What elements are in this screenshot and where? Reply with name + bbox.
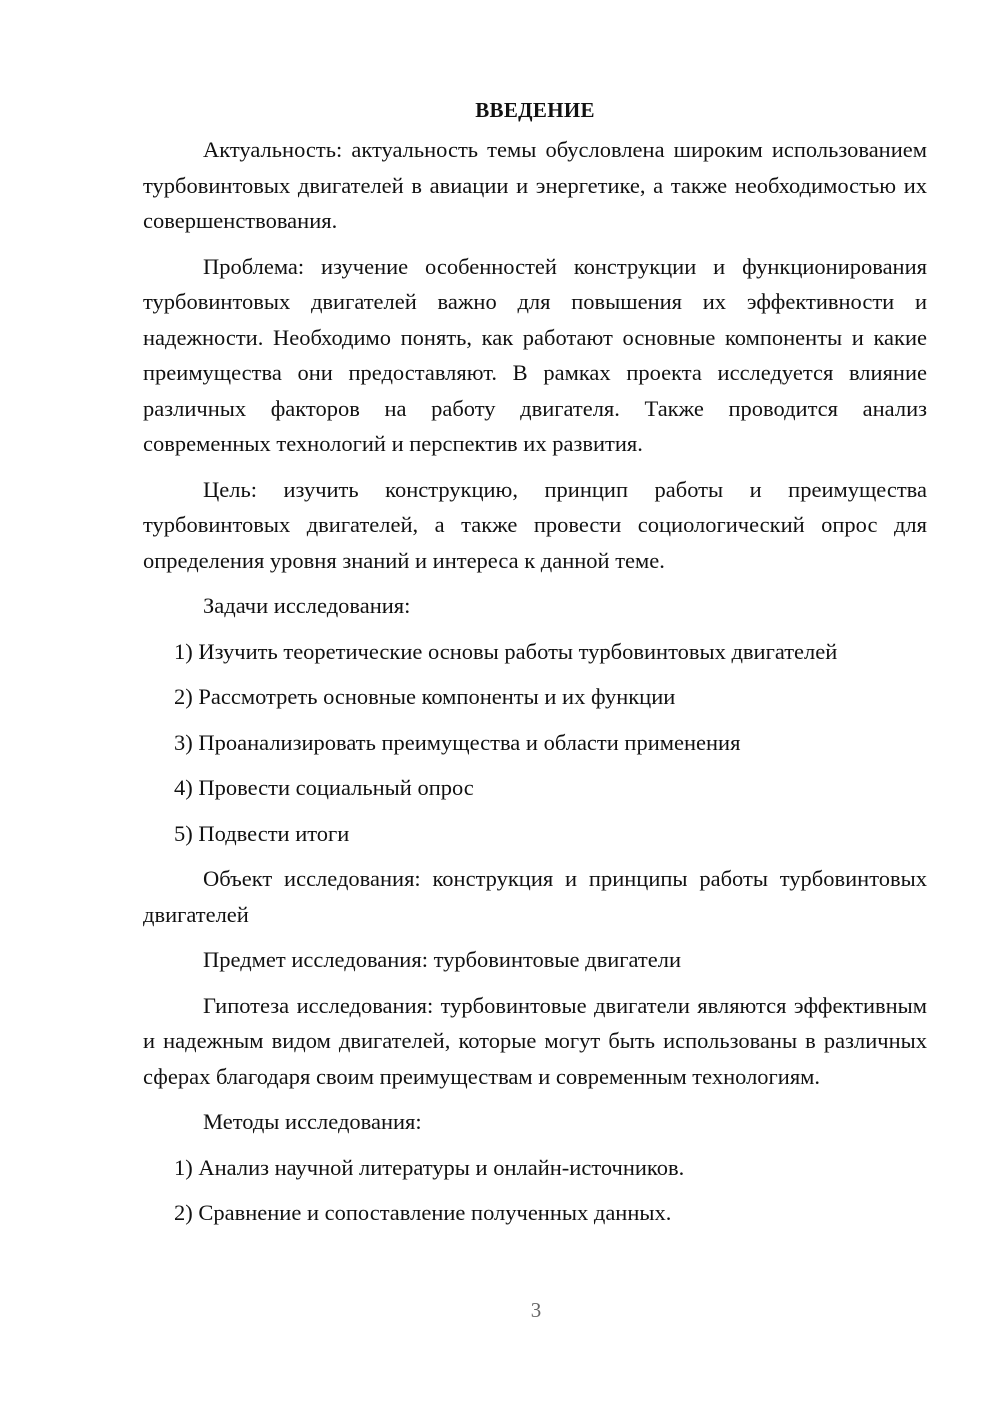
- paragraph-goal: Цель: изучить конструкцию, принцип работы и преимущества турбовинтовых двигателей, а также провести социологический опрос для определения уровня знаний и интереса к данной теме.: [143, 476, 927, 573]
- section-title: ВВЕДЕНИЕ: [475, 98, 595, 122]
- paragraph-relevance: Актуальность: актуальность темы обусловлена широким использованием турбовинтовых двигателей в авиации и энергетике, а также необходимостью их совершенствования.: [143, 137, 927, 233]
- list-item: 1) Анализ научной литературы и онлайн-источников.: [174, 1154, 685, 1180]
- list-item: 3) Проанализировать преимущества и области применения: [174, 729, 741, 755]
- tasks-heading: Задачи исследования:: [203, 593, 411, 618]
- methods-heading: Методы исследования:: [203, 1109, 422, 1134]
- tasks-list: [143, 634, 927, 852]
- list-item: 1) Изучить теоретические основы работы турбовинтовых двигателей: [174, 638, 838, 664]
- list-item: 5) Подвести итоги: [174, 820, 350, 846]
- page-number: 3: [530, 1298, 542, 1322]
- methods-list: [143, 1150, 927, 1231]
- list-item: 2) Сравнение и сопоставление полученных данных.: [174, 1200, 672, 1225]
- paragraph-hypothesis: Гипотеза исследования: турбовинтовые двигатели являются эффективным и надежным видом двигателей, которые могут быть использованы в различных сферах благодаря своим преимуществам и современным технологиям.: [143, 992, 927, 1089]
- paragraph-problem: Проблема: изучение особенностей конструкции и функционирования турбовинтовых двигателей важно для повышения их эффективности и надежности. Необходимо понять, как работают основные компоненты и какие преимущества они предоставляют. В рамках проекта исследуется влияние различных факторов на работу двигателя. Также проводится анализ современных технологий и перспектив их развития.: [143, 253, 927, 456]
- paragraph-subject: Предмет исследования: турбовинтовые двигатели: [203, 947, 681, 972]
- list-item: 4) Провести социальный опрос: [174, 775, 474, 800]
- document-page: [143, 92, 927, 1241]
- list-item: 2) Рассмотреть основные компоненты и их функции: [174, 684, 676, 709]
- paragraph-object: Объект исследования: конструкция и принципы работы турбовинтовых двигателей: [143, 866, 927, 927]
